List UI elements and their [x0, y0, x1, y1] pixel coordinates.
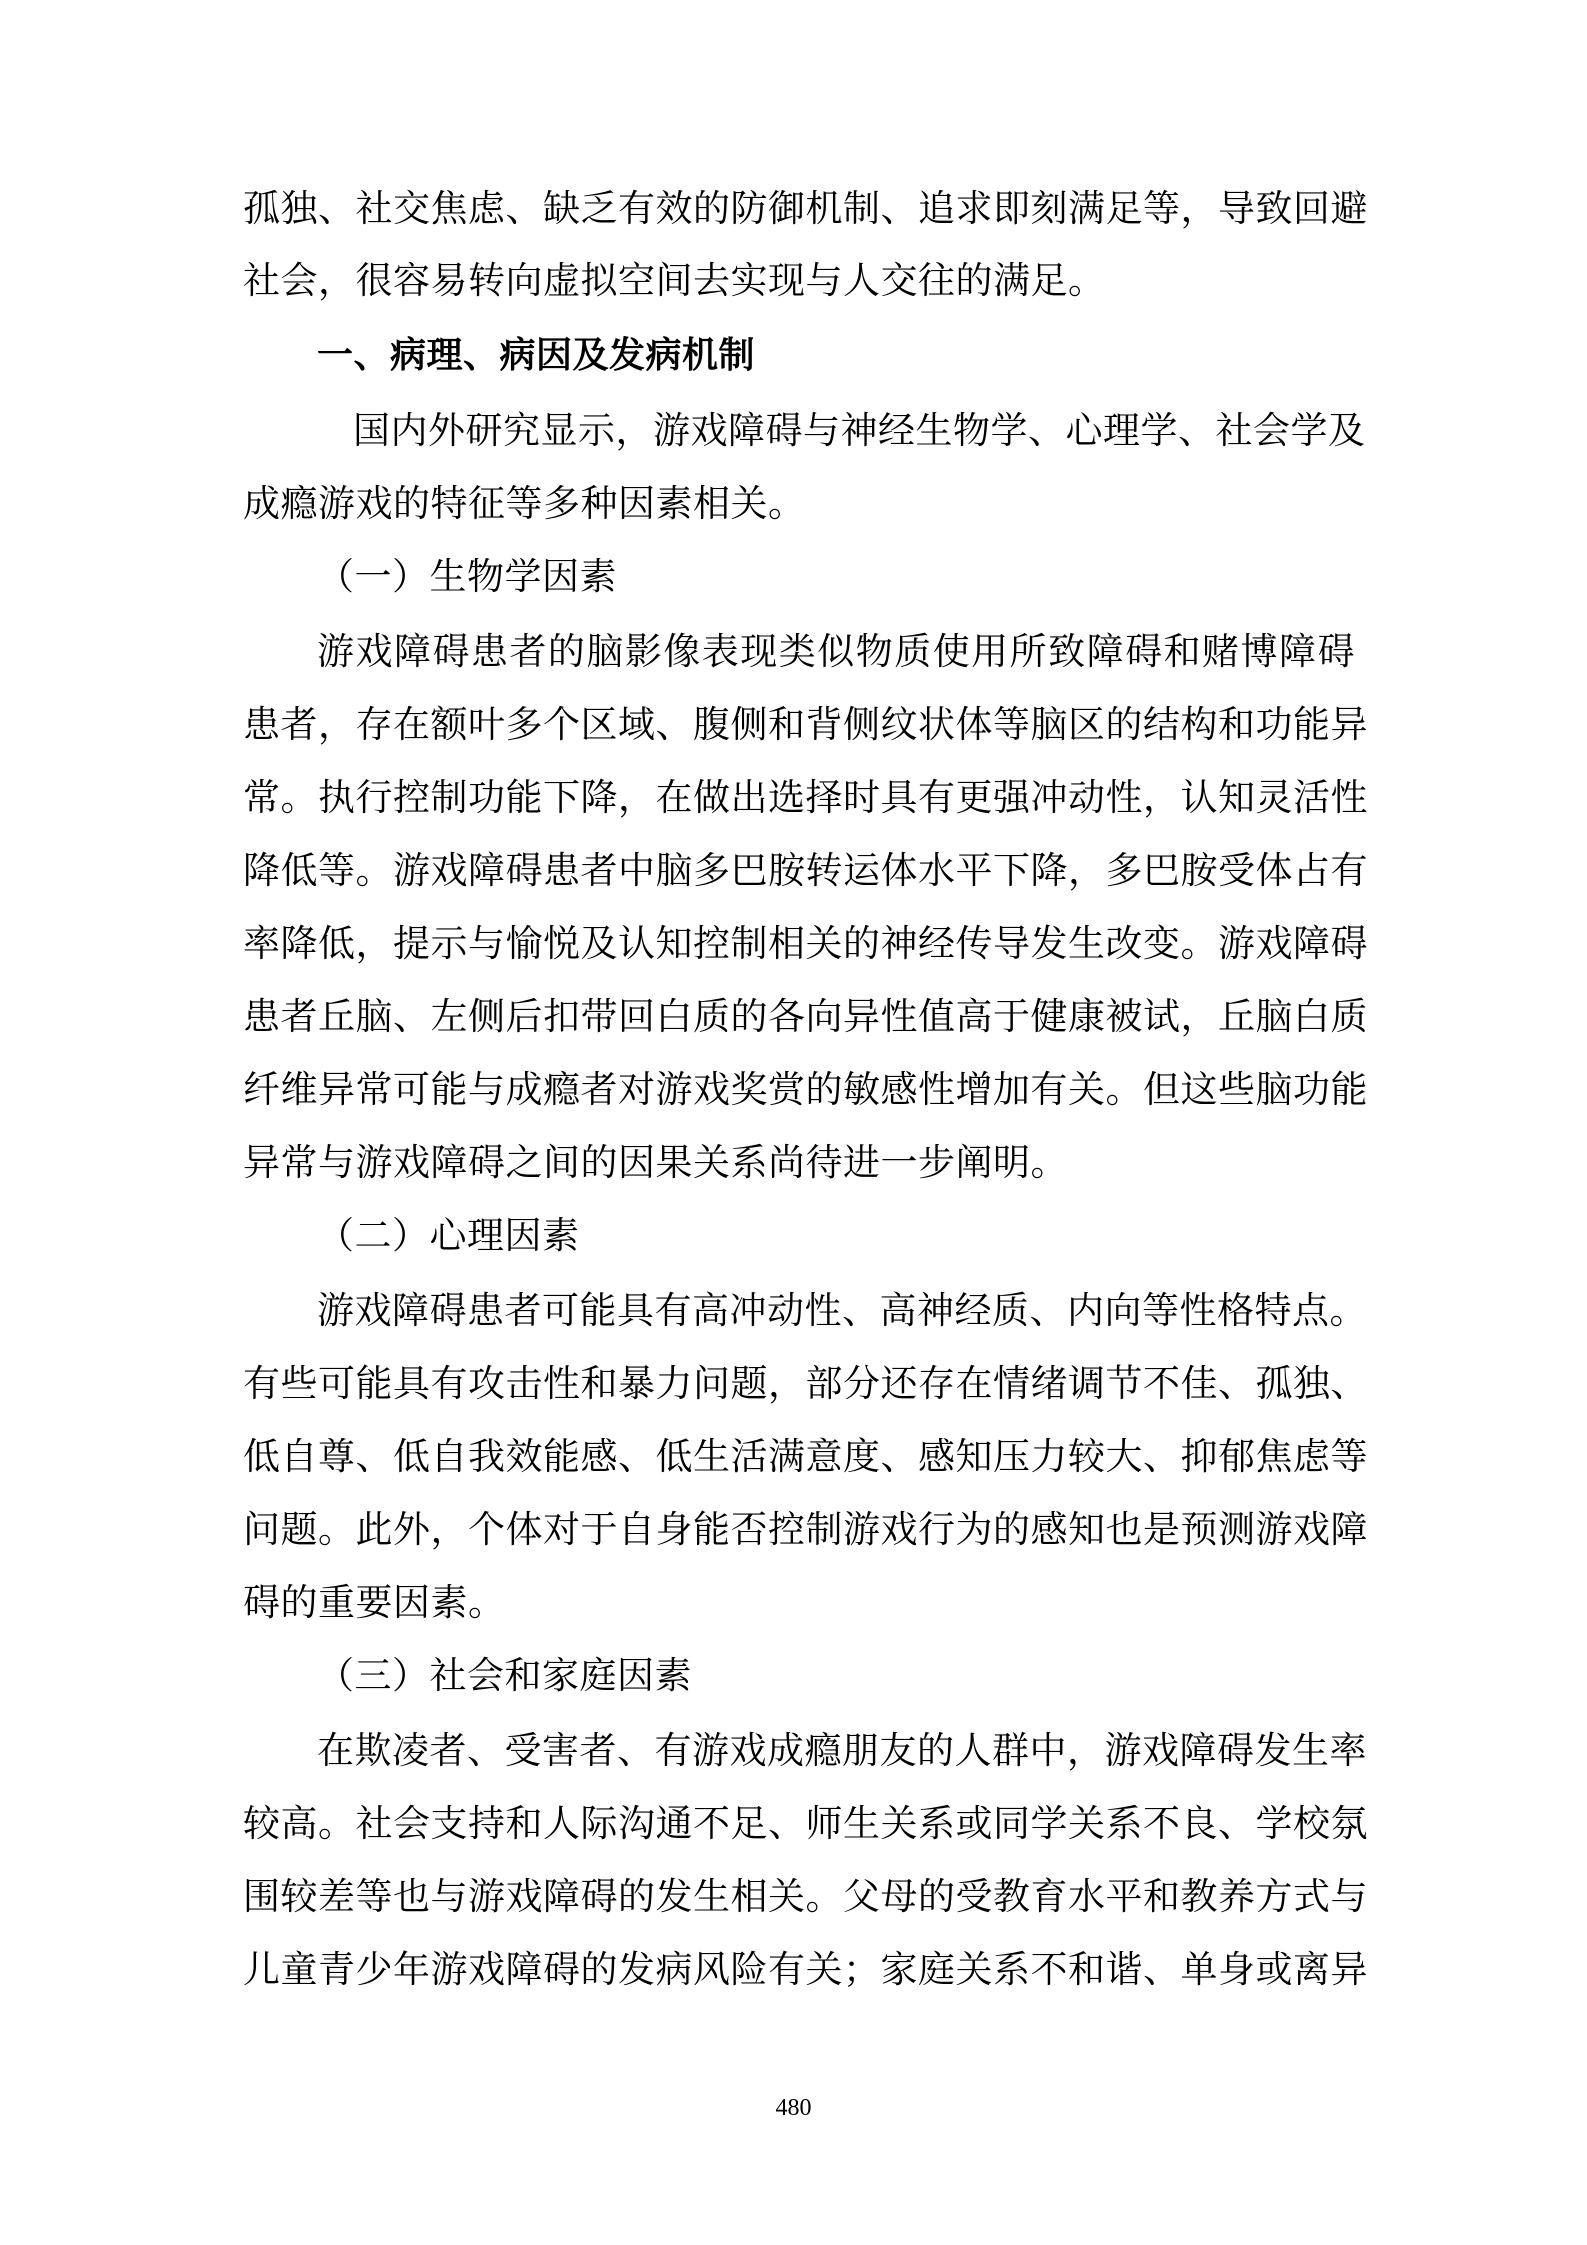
text-line: 降低等。游戏障碍患者中脑多巴胺转运体水平下降，多巴胺受体占有 [243, 849, 1368, 892]
text-line: 围较差等也与游戏障碍的发生相关。父母的受教育水平和教养方式与 [243, 1875, 1368, 1918]
text-line: 有些可能具有攻击性和暴力问题，部分还存在情绪调节不佳、孤独、 [243, 1362, 1368, 1405]
subsection-heading: （一）生物学因素 [317, 555, 617, 598]
text-line: 在欺凌者、受害者、有游戏成瘾朋友的人群中，游戏障碍发生率 [317, 1729, 1367, 1772]
text-line: 较高。社会支持和人际沟通不足、师生关系或同学关系不良、学校氛 [243, 1802, 1368, 1845]
text-line: 异常与游戏障碍之间的因果关系尚待进一步阐明。 [243, 1141, 1068, 1184]
text-line: 碍的重要因素。 [243, 1581, 506, 1624]
text-line: 成瘾游戏的特征等多种因素相关。 [243, 482, 806, 525]
text-line: 游戏障碍患者可能具有高冲动性、高神经质、内向等性格特点。 [317, 1289, 1367, 1332]
text-line: 低自尊、低自我效能感、低生活满意度、感知压力较大、抑郁焦虑等 [243, 1435, 1368, 1478]
subsection-heading: （三）社会和家庭因素 [317, 1654, 692, 1697]
text-line: 社会，很容易转向虚拟空间去实现与人交往的满足。 [243, 259, 1106, 302]
text-line: 儿童青少年游戏障碍的发病风险有关；家庭关系不和谐、单身或离异 [243, 1948, 1368, 1991]
section-heading: 一、病理、病因及发病机制 [317, 335, 756, 376]
text-line: 纤维异常可能与成瘾者对游戏奖赏的敏感性增加有关。但这些脑功能 [243, 1068, 1368, 1111]
text-line: 患者，存在额叶多个区域、腹侧和背侧纹状体等脑区的结构和功能异 [243, 703, 1368, 746]
subsection-heading: （二）心理因素 [317, 1214, 580, 1257]
text-line: 国内外研究显示，游戏障碍与神经生物学、心理学、社会学及 [353, 409, 1366, 452]
page-number: 480 [775, 2095, 812, 2121]
text-line: 问题。此外，个体对于自身能否控制游戏行为的感知也是预测游戏障 [243, 1508, 1368, 1551]
text-line: 率降低，提示与愉悦及认知控制相关的神经传导发生改变。游戏障碍 [243, 922, 1368, 965]
text-line: 游戏障碍患者的脑影像表现类似物质使用所致障碍和赌博障碍 [317, 630, 1355, 673]
text-line: 常。执行控制功能下降，在做出选择时具有更强冲动性，认知灵活性 [243, 776, 1368, 819]
text-line: 孤独、社交焦虑、缺乏有效的防御机制、追求即刻满足等，导致回避 [243, 187, 1368, 230]
text-line: 患者丘脑、左侧后扣带回白质的各向异性值高于健康被试，丘脑白质 [243, 995, 1368, 1038]
